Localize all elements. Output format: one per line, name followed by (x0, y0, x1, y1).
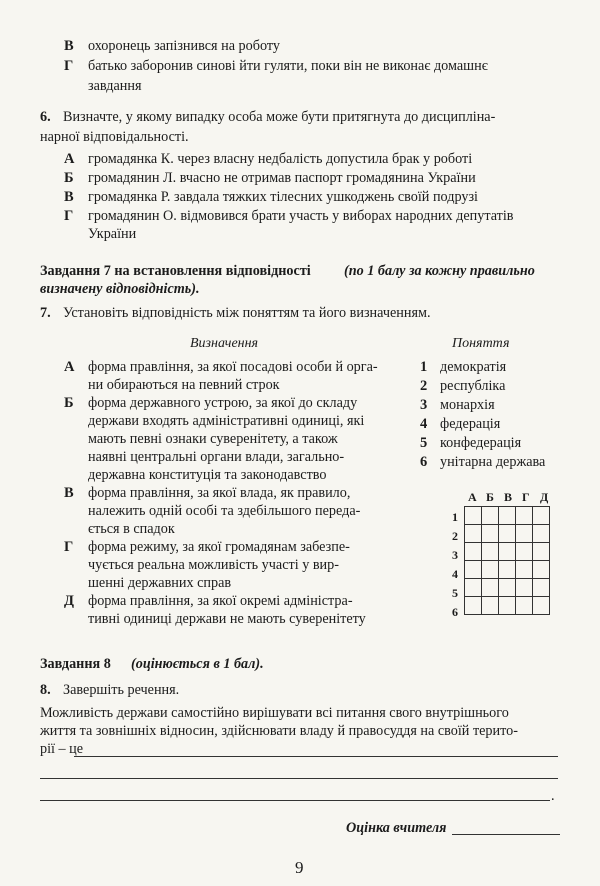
concept-text: республіка (440, 378, 506, 394)
answer-cell[interactable] (533, 597, 550, 615)
answer-cell[interactable] (516, 543, 533, 561)
option-letter: В (64, 189, 74, 205)
concept-text: унітарна держава (440, 454, 546, 470)
answer-cell[interactable] (482, 579, 499, 597)
question-number: 6. (40, 109, 51, 125)
definition-text: належить одній особі та здебільшого переда- (88, 503, 361, 519)
teacher-grade-line[interactable] (452, 834, 560, 835)
definition-letter: Г (64, 539, 74, 555)
answer-cell[interactable] (533, 579, 550, 597)
option-letter: В (64, 38, 74, 54)
sentence-text: Можливість держави самостійно вирішувати всі питання свого внутрішнього (40, 705, 509, 721)
question-text: нарної відповідальності. (40, 129, 189, 145)
answer-line[interactable] (74, 756, 558, 757)
concept-text: монархія (440, 397, 495, 413)
answer-cell[interactable] (482, 543, 499, 561)
answer-line[interactable] (40, 800, 550, 801)
answer-cell[interactable] (465, 507, 482, 525)
answer-cell[interactable] (482, 525, 499, 543)
concept-number: 6 (420, 454, 428, 470)
question-text: Визначте, у якому випадку особа може бути притягнута до дисципліна- (63, 109, 496, 125)
answer-cell[interactable] (516, 561, 533, 579)
answer-cell[interactable] (533, 525, 550, 543)
answer-cell[interactable] (499, 579, 516, 597)
answer-cell[interactable] (499, 507, 516, 525)
definition-text: держави входять адміністративні одиниці, які (88, 413, 365, 429)
definition-letter: А (64, 359, 75, 375)
option-text: громадянка Р. завдала тяжких тілесних ушкоджень своїй подрузі (88, 189, 478, 205)
definition-text: форма державного устрою, за якої до складу (88, 395, 358, 411)
concept-number: 4 (420, 416, 428, 432)
answer-line[interactable] (40, 778, 558, 779)
definition-text: форма правління, за якої влада, як правило, (88, 485, 351, 501)
answer-cell[interactable] (516, 597, 533, 615)
answer-cell[interactable] (499, 561, 516, 579)
option-text: громадянка К. через власну недбалість допустила брак у роботі (88, 151, 473, 167)
sentence-text: рії – це (40, 741, 84, 757)
answer-cell[interactable] (465, 525, 482, 543)
concept-text: демократія (440, 359, 507, 375)
grid-row-label: 4 (452, 567, 458, 581)
question-text: Завершіть речення. (63, 682, 180, 698)
grid-row-label: 5 (452, 586, 458, 600)
teacher-grade-label: Оцінка вчителя (346, 820, 447, 836)
grid-row-label: 2 (452, 529, 458, 543)
definitions-header: Визначення (190, 336, 259, 351)
definition-text: ється в спадок (88, 521, 175, 537)
answer-table (464, 506, 550, 615)
option-text: громадянин О. відмовився брати участь у виборах народних депутатів (88, 208, 514, 224)
task-heading-scoring: визначену відповідність). (40, 281, 200, 297)
definition-letter: В (64, 485, 74, 501)
page-number: 9 (295, 858, 304, 877)
concepts-header: Поняття (452, 336, 510, 351)
definition-text: форма правління, за якої посадові особи й орга- (88, 359, 378, 375)
option-text: завдання (88, 78, 142, 94)
answer-cell[interactable] (465, 597, 482, 615)
grid-column-label: Г (522, 490, 530, 504)
answer-cell[interactable] (465, 579, 482, 597)
concept-number: 5 (420, 435, 428, 451)
definition-text: чується реальна можливість участі у вир- (88, 557, 339, 573)
answer-cell[interactable] (499, 597, 516, 615)
sentence-end-mark: . (551, 788, 555, 804)
answer-cell[interactable] (533, 507, 550, 525)
answer-cell[interactable] (533, 561, 550, 579)
answer-cell[interactable] (516, 507, 533, 525)
definition-text: шенні державних справ (88, 575, 232, 591)
definition-letter: Б (64, 395, 74, 411)
answer-cell[interactable] (516, 579, 533, 597)
definition-text: форма режиму, за якої громадянам забезпе- (88, 539, 350, 555)
grid-row-label: 1 (452, 510, 458, 524)
task-heading: Завдання 8 (40, 656, 111, 672)
definition-text: державна конституція та законодавство (88, 467, 327, 483)
sentence-text: життя та зовнішніх відносин, здійснювати владу й правосуддя на своїй терито- (40, 723, 518, 739)
answer-cell[interactable] (482, 507, 499, 525)
answer-cell[interactable] (533, 543, 550, 561)
definition-text: ни обираються на певний строк (88, 377, 280, 393)
option-letter: Б (64, 170, 74, 186)
definition-text: наявні центральні органи влади, загально- (88, 449, 345, 465)
question-number: 7. (40, 305, 51, 321)
concept-number: 3 (420, 397, 428, 413)
option-text: батько заборонив синові йти гуляти, поки він не виконає домашнє (88, 58, 488, 74)
option-text: охоронець запізнився на роботу (88, 38, 280, 54)
question-text: Установіть відповідність між поняттям та його визначенням. (63, 305, 431, 321)
concept-number: 2 (420, 378, 428, 394)
definition-text: мають певні ознаки суверенітету, а також (88, 431, 338, 447)
option-letter: А (64, 151, 75, 167)
task-heading-scoring: (по 1 балу за кожну правильно (344, 263, 535, 279)
option-text: України (88, 226, 137, 242)
option-letter: Г (64, 208, 74, 224)
answer-cell[interactable] (465, 543, 482, 561)
concept-text: федерація (440, 416, 501, 432)
answer-cell[interactable] (499, 525, 516, 543)
answer-cell[interactable] (465, 561, 482, 579)
grid-column-label: В (504, 490, 513, 504)
concept-number: 1 (420, 359, 428, 375)
answer-cell[interactable] (516, 525, 533, 543)
answer-cell[interactable] (482, 561, 499, 579)
concept-text: конфедерація (440, 435, 522, 451)
question-number: 8. (40, 682, 51, 698)
task-heading-scoring: (оцінюється в 1 бал). (131, 656, 264, 672)
definition-text: форма правління, за якої окремі адміністра- (88, 593, 353, 609)
answer-cell[interactable] (499, 543, 516, 561)
definition-letter: Д (64, 593, 74, 609)
grid-row-label: 3 (452, 548, 458, 562)
grid-column-label: А (468, 490, 477, 504)
answer-cell[interactable] (482, 597, 499, 615)
grid-column-label: Д (540, 490, 549, 504)
task-heading: Завдання 7 на встановлення відповідності (40, 263, 311, 279)
definition-text: тивні одиниці держави не мають суверенітету (88, 611, 366, 627)
grid-row-label: 6 (452, 605, 458, 619)
option-letter: Г (64, 58, 74, 74)
grid-column-label: Б (486, 490, 494, 504)
option-text: громадянин Л. вчасно не отримав паспорт громадянина України (88, 170, 476, 186)
